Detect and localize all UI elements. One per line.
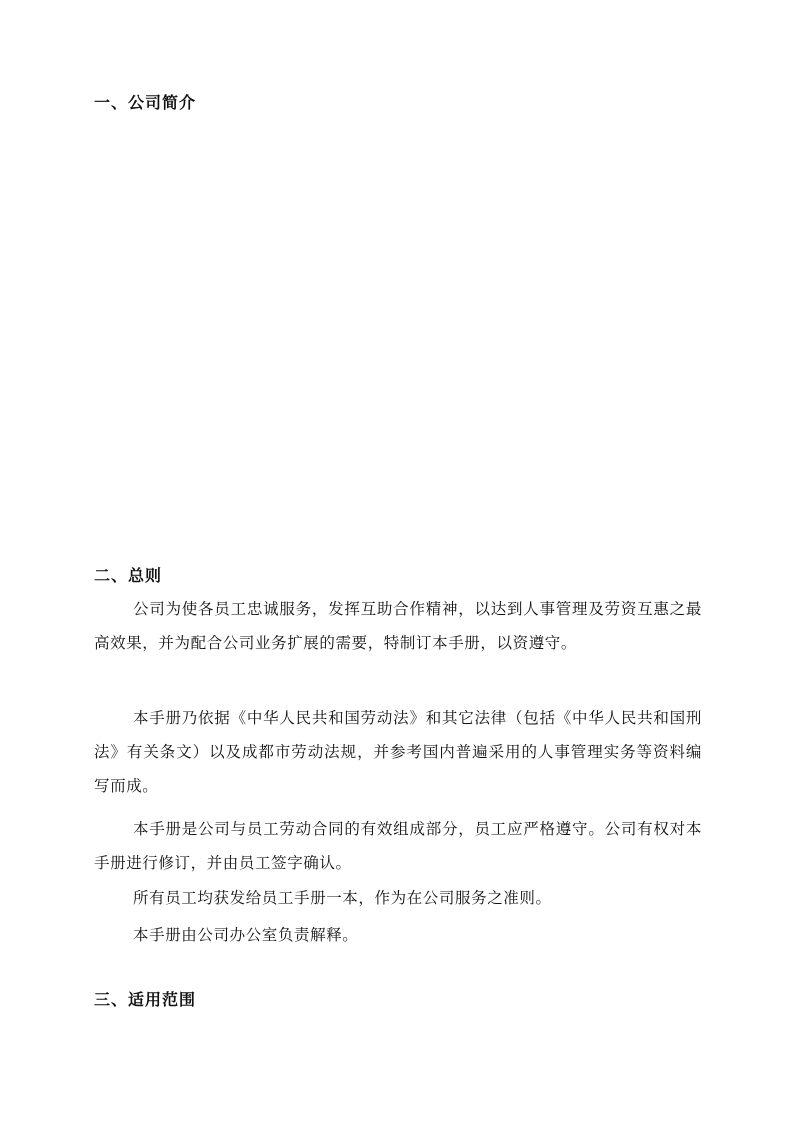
section-heading-general-principles: 二、总则 [94, 566, 163, 585]
general-paragraph-4: 所有员工均获发给员工手册一本，作为在公司服务之准则。 [133, 889, 552, 907]
general-paragraph-2: 本手册乃依据《中华人民共和国劳动法》和其它法律（包括《中华人民共和国刑法》有关条文）以及成都市劳动法规，并参考国内普遍采用的人事管理实务等资料编写而成。 [94, 709, 702, 795]
general-paragraph-3: 本手册是公司与员工劳动合同的有效组成部分，员工应严格遵守。公司有权对本手册进行修订，并由员工签字确认。 [94, 820, 702, 872]
section-heading-company-intro: 一、公司简介 [94, 93, 197, 112]
general-paragraph-5: 本手册由公司办公室负责解释。 [133, 926, 359, 944]
general-paragraph-1: 公司为使各员工忠诚服务，发挥互助合作精神，以达到人事管理及劳资互惠之最高效果，并为配合公司业务扩展的需要，特制订本手册，以资遵守。 [94, 600, 702, 652]
section-heading-scope: 三、适用范围 [94, 990, 197, 1009]
